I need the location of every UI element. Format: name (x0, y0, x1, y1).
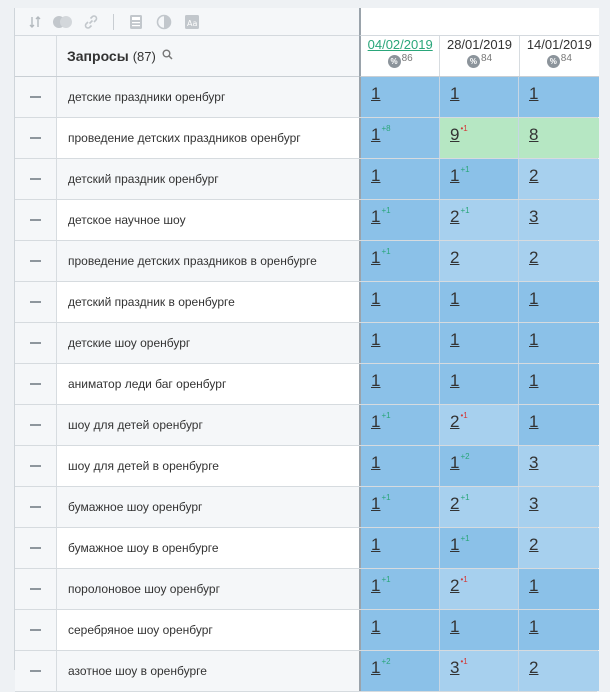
position-change: +1 (381, 575, 391, 585)
position-value[interactable]: 2 (450, 412, 460, 431)
query-text: бумажное шоу в оренбурге (57, 528, 359, 568)
position-value[interactable]: 1 (371, 371, 381, 390)
table-row (15, 282, 597, 323)
position-change: •1 (460, 411, 468, 421)
position-value[interactable]: 1 (371, 658, 381, 677)
position-cell (440, 446, 519, 486)
position-cell (519, 405, 599, 445)
date-column-header (361, 36, 440, 76)
table-row (15, 159, 597, 200)
page-title[interactable] (67, 36, 173, 76)
minus-icon[interactable] (30, 178, 41, 180)
position-cell (440, 118, 519, 158)
minus-icon[interactable] (30, 424, 41, 426)
position-value[interactable]: 3 (529, 453, 539, 472)
query-text: детский праздник оренбург (57, 159, 359, 199)
position-cell (440, 159, 519, 199)
position-value[interactable]: 1 (450, 453, 460, 472)
query-rows (15, 77, 597, 692)
position-value[interactable]: 1 (529, 330, 539, 349)
position-value[interactable]: 1 (371, 84, 381, 103)
position-cell (361, 651, 440, 691)
position-cell (361, 610, 440, 650)
query-text: поролоновое шоу оренбург (57, 569, 359, 609)
position-cells (359, 159, 599, 199)
percent-value: 84 (480, 53, 493, 64)
position-cell (361, 528, 440, 568)
position-change: •1 (460, 575, 468, 585)
position-cells (359, 118, 599, 158)
position-cell (440, 610, 519, 650)
percent-icon: % (467, 55, 480, 68)
position-cell (361, 487, 440, 527)
position-value[interactable]: 1 (450, 166, 460, 185)
row-select-cell (15, 241, 57, 281)
position-cells (359, 610, 599, 650)
row-select-cell (15, 159, 57, 199)
table-row (15, 200, 597, 241)
position-value[interactable]: 1 (371, 535, 381, 554)
position-cell (440, 200, 519, 240)
position-cells (359, 200, 599, 240)
query-text: азотное шоу в оренбурге (57, 651, 359, 691)
position-value[interactable]: 1 (450, 617, 460, 636)
position-cell (519, 159, 599, 199)
query-column-header (15, 36, 359, 77)
minus-icon[interactable] (30, 629, 41, 631)
position-cell (519, 118, 599, 158)
minus-icon[interactable] (30, 547, 41, 549)
position-value[interactable]: 1 (529, 84, 539, 103)
table-row (15, 528, 597, 569)
position-cell (361, 282, 440, 322)
minus-icon[interactable] (30, 342, 41, 344)
minus-icon[interactable] (30, 670, 41, 672)
visibility-percent (547, 53, 572, 68)
queries-title: Запросы (67, 48, 129, 64)
table-row (15, 446, 597, 487)
position-value[interactable]: 3 (529, 207, 539, 226)
position-cell (440, 77, 519, 117)
position-cells (359, 405, 599, 445)
query-text: детские шоу оренбург (57, 323, 359, 363)
row-select-cell (15, 200, 57, 240)
table-row (15, 118, 597, 159)
text-style-icon[interactable] (182, 13, 202, 31)
row-select-cell (15, 610, 57, 650)
position-change: +1 (460, 206, 470, 216)
position-change: •1 (460, 124, 468, 134)
position-cell (440, 323, 519, 363)
minus-icon[interactable] (30, 96, 41, 98)
date-label[interactable]: 28/01/2019 (446, 37, 513, 52)
minus-icon[interactable] (30, 465, 41, 467)
position-cell (440, 282, 519, 322)
row-select-cell (15, 487, 57, 527)
position-cell (361, 77, 440, 117)
minus-icon[interactable] (30, 301, 41, 303)
position-cells (359, 569, 599, 609)
row-select-cell (15, 405, 57, 445)
position-value[interactable]: 2 (450, 576, 460, 595)
position-value[interactable]: 8 (529, 125, 539, 144)
position-cells (359, 487, 599, 527)
row-select-cell (15, 364, 57, 404)
search-icon[interactable] (162, 49, 173, 63)
position-cell (519, 282, 599, 322)
position-value[interactable]: 2 (529, 166, 539, 185)
position-cell (361, 405, 440, 445)
query-text: шоу для детей оренбург (57, 405, 359, 445)
table-row (15, 569, 597, 610)
query-text: проведение детских праздников в оренбурге (57, 241, 359, 281)
minus-icon[interactable] (30, 260, 41, 262)
position-change: +1 (460, 165, 470, 175)
position-cell (440, 487, 519, 527)
position-cell (519, 323, 599, 363)
visibility-percent (388, 53, 413, 68)
date-label[interactable]: 14/01/2019 (526, 37, 592, 52)
position-change: +2 (460, 452, 470, 462)
position-cell (519, 364, 599, 404)
position-cell (361, 159, 440, 199)
position-change: +8 (381, 124, 391, 134)
table-row (15, 77, 597, 118)
minus-icon[interactable] (30, 588, 41, 590)
minus-icon[interactable] (30, 219, 41, 221)
row-select-cell (15, 528, 57, 568)
table-row (15, 241, 597, 282)
table-row (15, 405, 597, 446)
svg-text:Aa: Aa (187, 18, 198, 28)
position-value[interactable]: 1 (371, 289, 381, 308)
position-value[interactable]: 1 (371, 412, 381, 431)
table-row (15, 364, 597, 405)
position-change: +1 (381, 247, 391, 257)
row-select-cell (15, 323, 57, 363)
date-headers (359, 36, 599, 77)
table-row (15, 610, 597, 651)
position-cells (359, 323, 599, 363)
position-cell (361, 446, 440, 486)
position-cells (359, 241, 599, 281)
position-value[interactable]: 1 (371, 330, 381, 349)
date-column-header (440, 36, 519, 76)
position-value[interactable]: 1 (371, 207, 381, 226)
query-text: детский праздник в оренбурге (57, 282, 359, 322)
position-value[interactable]: 1 (371, 125, 381, 144)
position-value[interactable]: 2 (529, 248, 539, 267)
position-change: +1 (460, 534, 470, 544)
position-value[interactable]: 1 (371, 494, 381, 513)
position-value[interactable]: 1 (371, 248, 381, 267)
position-cell (519, 651, 599, 691)
position-cells (359, 77, 599, 117)
position-value[interactable]: 2 (450, 494, 460, 513)
position-cells (359, 651, 599, 691)
visibility-percent (467, 53, 492, 68)
position-cells (359, 446, 599, 486)
position-cell (361, 241, 440, 281)
contrast-icon[interactable] (154, 13, 174, 31)
table-row (15, 323, 597, 364)
select-column-header (15, 36, 57, 76)
row-select-cell (15, 282, 57, 322)
position-cell (361, 569, 440, 609)
position-change: •1 (460, 657, 468, 667)
link-icon[interactable] (81, 13, 101, 31)
position-value[interactable]: 1 (450, 84, 460, 103)
position-change: +1 (381, 206, 391, 216)
query-text: бумажное шоу оренбург (57, 487, 359, 527)
query-text: детское научное шоу (57, 200, 359, 240)
position-change: +1 (381, 411, 391, 421)
row-select-cell (15, 446, 57, 486)
position-cell (440, 528, 519, 568)
date-label[interactable]: 04/02/2019 (367, 37, 433, 52)
percent-icon: % (547, 55, 560, 68)
position-cell (519, 241, 599, 281)
position-cell (440, 651, 519, 691)
table-row (15, 487, 597, 528)
position-value[interactable]: 1 (450, 535, 460, 554)
position-cells (359, 282, 599, 322)
position-cells (359, 364, 599, 404)
position-cell (519, 610, 599, 650)
table-row (15, 651, 597, 692)
query-text: шоу для детей в оренбурге (57, 446, 359, 486)
position-cell (440, 364, 519, 404)
position-value[interactable]: 1 (529, 617, 539, 636)
query-text: аниматор леди баг оренбург (57, 364, 359, 404)
position-value[interactable]: 1 (371, 166, 381, 185)
row-select-cell (15, 651, 57, 691)
position-cell (440, 569, 519, 609)
row-select-cell (15, 118, 57, 158)
position-cells (359, 528, 599, 568)
position-value[interactable]: 2 (529, 535, 539, 554)
position-value[interactable]: 2 (450, 207, 460, 226)
position-cell (440, 241, 519, 281)
minus-icon[interactable] (30, 506, 41, 508)
position-cell (361, 364, 440, 404)
position-change: +1 (460, 493, 470, 503)
toggle-circles-icon[interactable] (53, 13, 73, 31)
position-value[interactable]: 1 (371, 576, 381, 595)
position-cell (519, 569, 599, 609)
minus-icon[interactable] (30, 383, 41, 385)
position-cell (440, 405, 519, 445)
position-value[interactable]: 2 (450, 248, 460, 267)
percent-icon: % (388, 55, 401, 68)
minus-icon[interactable] (30, 137, 41, 139)
position-cell (361, 323, 440, 363)
percent-value: 84 (560, 53, 572, 64)
date-column-header (520, 36, 599, 76)
position-change: +2 (381, 657, 391, 667)
position-value[interactable]: 1 (371, 617, 381, 636)
position-value[interactable]: 9 (450, 125, 460, 144)
position-value[interactable]: 1 (529, 289, 539, 308)
position-value[interactable]: 1 (529, 371, 539, 390)
row-select-cell (15, 569, 57, 609)
query-text: детские праздники оренбург (57, 77, 359, 117)
position-cell (519, 446, 599, 486)
position-value[interactable]: 1 (450, 330, 460, 349)
query-text: проведение детских праздников оренбург (57, 118, 359, 158)
queries-count: (87) (132, 48, 156, 64)
position-cell (519, 77, 599, 117)
sort-arrows-icon[interactable] (25, 13, 45, 31)
position-value[interactable]: 1 (529, 412, 539, 431)
position-value[interactable]: 1 (371, 453, 381, 472)
position-value[interactable]: 1 (450, 289, 460, 308)
positions-table (14, 8, 598, 678)
position-cell (519, 528, 599, 568)
row-select-cell (15, 77, 57, 117)
position-value[interactable]: 1 (529, 576, 539, 595)
position-cell (361, 118, 440, 158)
position-value[interactable]: 2 (529, 658, 539, 677)
position-value[interactable]: 3 (529, 494, 539, 513)
position-cell (361, 200, 440, 240)
query-text: серебряное шоу оренбург (57, 610, 359, 650)
percent-value: 86 (401, 53, 413, 64)
position-cell (519, 487, 599, 527)
calculator-icon[interactable] (126, 13, 146, 31)
position-change: +1 (381, 493, 391, 503)
dates-header-spacer (359, 8, 599, 36)
toolbar-divider (113, 14, 114, 30)
position-value[interactable]: 1 (450, 371, 460, 390)
table-toolbar (15, 8, 369, 36)
position-value[interactable]: 3 (450, 658, 460, 677)
position-cell (519, 200, 599, 240)
